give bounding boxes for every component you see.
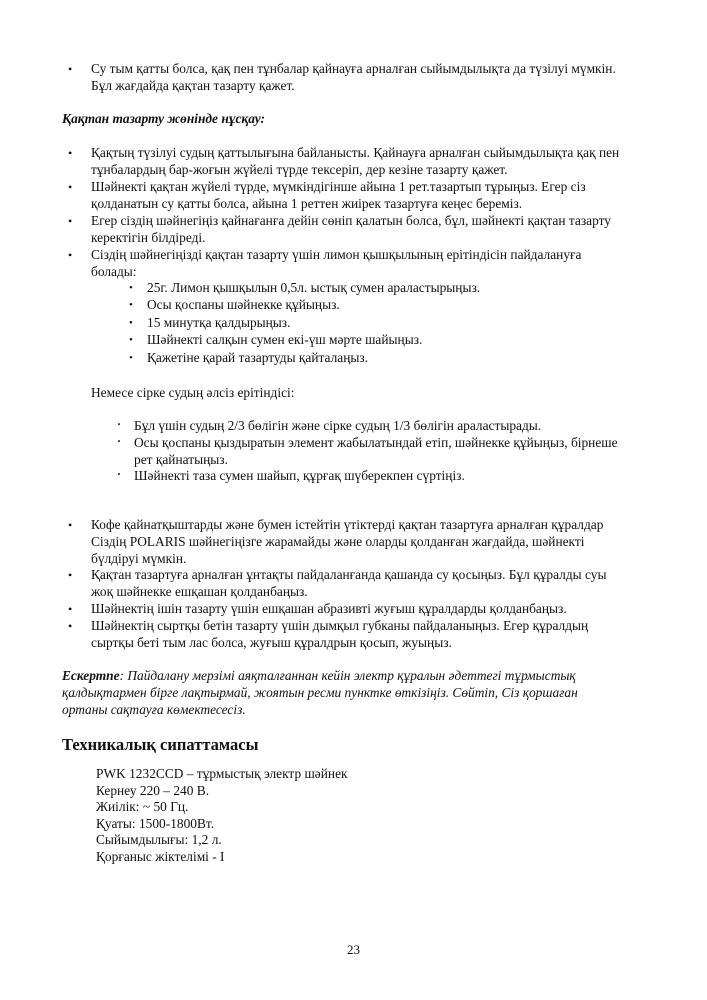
bullet-marker: • [129, 352, 133, 364]
bullet-marker: • [129, 299, 133, 311]
lemon-step: 25г. Лимон қышқылын 0,5л. ыстық сумен араластырыңыз. [147, 280, 481, 295]
note-label: Ескертпе [62, 668, 120, 683]
intro-paragraph: Су тым қатты болса, қақ пен тұнбалар қайнауға арналған сыйымдылықта да түзілуі мүмкін. Бұл жағдайда қақтан тазарту қажет. [91, 61, 616, 93]
page-number: 23 [347, 942, 360, 957]
specs-heading: Техникалық сипаттамасы [62, 735, 259, 754]
bullet-marker: • [68, 518, 73, 532]
disposal-note: Ескертпе: Пайдалану мерзімі аяқталғаннан кейін электр құралын әдеттегі тұрмыстық қалдықтармен бірге лақтырмай, жоятын ресми пунктке өткізіңіз. Сөйтіп, Сіз қоршаған ортаны сақтауға көмектесесіз. [62, 668, 578, 717]
vinegar-step: Осы қоспаны қыздыратын элемент жабылатындай етіп, шәйнекке құйыңыз, бірнеше рет қайнатыңыз. [134, 435, 618, 467]
spec-line: Қуаты: 1500-1800Вт. [96, 815, 215, 831]
descaling-item: Сіздің шәйнегіңізді қақтан тазарту үшін лимон қышқылының ерітіндісін пайдалануға болады: [91, 247, 582, 279]
spec-line: PWK 1232CCD – тұрмыстық электр шәйнек [96, 766, 348, 781]
bullet-marker: • [68, 180, 73, 194]
bullet-marker: • [129, 282, 133, 294]
bullet-marker: • [129, 317, 133, 329]
bullet-marker: • [68, 602, 73, 616]
bullet-marker: • [68, 248, 73, 262]
warning-item: Шәйнектің сыртқы бетін тазарту үшін дымқыл губканы пайдаланыңыз. Егер құралдың сыртқы беті тым лас болса, жуғыш құралдрын қосып, жуыңыз. [91, 618, 589, 650]
bullet-marker: • [68, 146, 73, 160]
vinegar-intro: Немесе сірке судың әлсіз ерітіндісі: [91, 385, 295, 400]
descaling-item: Егер сіздің шәйнегіңіз қайнағанға дейін сөніп қалатын болса, бұл, шәйнекті қақтан тазарту керектігін білдіреді. [91, 213, 611, 245]
vinegar-step: Шәйнекті таза сумен шайып, құрғақ шүберекпен сүртіңіз. [134, 468, 465, 483]
warning-item: Қақтан тазартуға арналған ұнтақты пайдаланғанда қашанда су қосыңыз. Бұл құралды суы жоқ шәйнекке ешқашан қолданбаңыз. [91, 567, 607, 599]
lemon-step: Осы қоспаны шәйнекке құйыңыз. [147, 297, 340, 312]
warning-item: Кофе қайнатқыштарды және бумен істейтін үтіктерді қақтан тазартуға арналған құралдар Сіздің POLARIS шәйнегіңізге жарамайды және оларды қолданған жағдайда, шәйнекті бүлдіруі мүмкін. [91, 517, 604, 566]
lemon-step: Шәйнекті салқын сумен екі-үш мәрте шайыңыз. [147, 332, 423, 347]
bullet-marker: • [68, 62, 73, 76]
lemon-step: 15 минутқа қалдырыңыз. [147, 315, 291, 330]
spec-line: Кернеу 220 – 240 В. [96, 782, 210, 798]
dot-marker: · [117, 434, 122, 448]
spec-line: Қорғаныс жіктелімі - І [96, 848, 225, 864]
spec-line: Сыйымдылығы: 1,2 л. [96, 832, 222, 848]
lemon-step: Қажетіне қарай тазартуды қайталаңыз. [147, 350, 369, 365]
bullet-marker: • [68, 214, 73, 228]
spec-line: Жиілік: ~ 50 Гц. [96, 799, 189, 815]
descaling-heading: Қақтан тазарту жөнінде нұсқау: [62, 111, 265, 126]
vinegar-step: Бұл үшін судың 2/3 бөлігін және сірке судың 1/3 бөлігін араластырады. [134, 418, 542, 433]
bullet-marker: • [68, 568, 73, 582]
descaling-item: Шәйнекті қақтан жүйелі түрде, мүмкіндігінше айына 1 рет.тазартып тұрыңыз. Егер сіз қолданатын су қатты болса, айына 1 реттен жиірек тазартуға кеңес береміз. [91, 179, 586, 211]
dot-marker: · [117, 467, 122, 481]
specs-list [96, 766, 348, 866]
bullet-marker: • [129, 334, 133, 346]
warning-item: Шәйнектің ішін тазарту үшін ешқашан абразивті жуғыш құралдарды қолданбаңыз. [91, 601, 567, 616]
dot-marker: · [117, 417, 122, 431]
descaling-item: Қақтың түзілуі судың қаттылығына байланысты. Қайнауға арналған сыйымдылықта қақ пен тұнбалардың бар-жоғын жүйелі түрде тексеріп, дер кезіне тазарту қажет. [91, 145, 620, 177]
bullet-marker: • [68, 619, 73, 633]
